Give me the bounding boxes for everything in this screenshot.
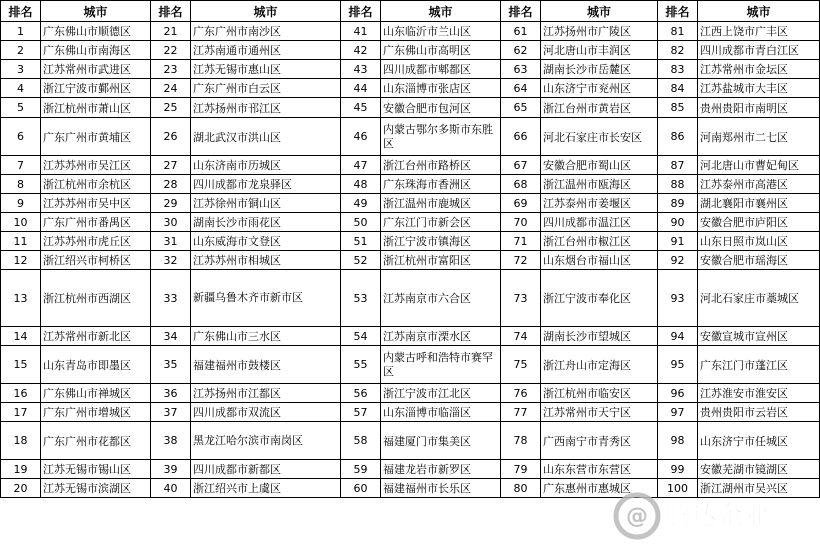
rank-header: 排名 <box>658 1 698 22</box>
city-header: 城市 <box>698 1 820 22</box>
rank-cell: 18 <box>1 422 41 460</box>
rank-cell: 56 <box>341 384 381 403</box>
rank-cell: 83 <box>658 60 698 79</box>
table-body <box>1 22 820 498</box>
city-cell: 福建福州市鼓楼区 <box>191 346 341 384</box>
city-cell: 安徽宣城市宣州区 <box>698 327 820 346</box>
city-cell: 江苏扬州市广陵区 <box>541 22 658 41</box>
rank-cell: 16 <box>1 384 41 403</box>
rank-cell: 49 <box>341 194 381 213</box>
rank-cell: 84 <box>658 79 698 98</box>
rank-cell: 20 <box>1 479 41 498</box>
rank-cell: 63 <box>501 60 541 79</box>
rank-cell: 15 <box>1 346 41 384</box>
rank-cell: 69 <box>501 194 541 213</box>
city-cell: 山东日照市岚山区 <box>698 232 820 251</box>
city-cell: 江西上饶市广丰区 <box>698 22 820 41</box>
rank-cell: 38 <box>151 422 191 460</box>
rank-cell: 3 <box>1 60 41 79</box>
rank-cell: 37 <box>151 403 191 422</box>
city-cell: 安徽芜湖市镜湖区 <box>698 460 820 479</box>
rank-cell: 70 <box>501 213 541 232</box>
city-cell: 四川成都市郫都区 <box>381 60 501 79</box>
city-cell: 江苏无锡市滨湖区 <box>41 479 151 498</box>
city-cell: 江苏泰州市姜堰区 <box>541 194 658 213</box>
rank-cell: 29 <box>151 194 191 213</box>
rank-cell: 4 <box>1 79 41 98</box>
rank-cell: 8 <box>1 175 41 194</box>
city-cell: 福建龙岩市新罗区 <box>381 460 501 479</box>
city-cell: 浙江宁波市镇海区 <box>381 232 501 251</box>
city-cell: 广东广州市南沙区 <box>191 22 341 41</box>
table-row <box>1 327 820 346</box>
city-cell: 浙江湖州市吴兴区 <box>698 479 820 498</box>
rank-cell: 43 <box>341 60 381 79</box>
city-cell: 湖北襄阳市襄州区 <box>698 194 820 213</box>
rank-cell: 87 <box>658 156 698 175</box>
city-cell: 江苏南通市通州区 <box>191 41 341 60</box>
rank-cell: 42 <box>341 41 381 60</box>
rank-cell: 21 <box>151 22 191 41</box>
rank-cell: 61 <box>501 22 541 41</box>
rank-cell: 5 <box>1 98 41 118</box>
city-cell: 湖北武汉市洪山区 <box>191 118 341 156</box>
city-cell: 江苏苏州市虎丘区 <box>41 232 151 251</box>
rank-header: 排名 <box>1 1 41 22</box>
rank-cell: 93 <box>658 270 698 327</box>
table-row <box>1 270 820 327</box>
table-row <box>1 251 820 270</box>
rank-cell: 22 <box>151 41 191 60</box>
rank-cell: 44 <box>341 79 381 98</box>
city-cell: 广东佛山市南海区 <box>41 41 151 60</box>
city-cell: 江苏无锡市锡山区 <box>41 460 151 479</box>
city-cell: 湖南长沙市岳麓区 <box>541 60 658 79</box>
city-cell: 江苏苏州市吴中区 <box>41 194 151 213</box>
rank-cell: 64 <box>501 79 541 98</box>
city-cell: 浙江舟山市定海区 <box>541 346 658 384</box>
rank-cell: 100 <box>658 479 698 498</box>
city-header: 城市 <box>41 1 151 22</box>
rank-cell: 80 <box>501 479 541 498</box>
city-cell: 广东广州市白云区 <box>191 79 341 98</box>
city-cell: 山东烟台市福山区 <box>541 251 658 270</box>
city-cell: 浙江杭州市富阳区 <box>381 251 501 270</box>
rank-cell: 73 <box>501 270 541 327</box>
city-header: 城市 <box>541 1 658 22</box>
city-cell: 江苏盐城市大丰区 <box>698 79 820 98</box>
rank-cell: 94 <box>658 327 698 346</box>
rank-header: 排名 <box>151 1 191 22</box>
table-row <box>1 22 820 41</box>
rank-cell: 25 <box>151 98 191 118</box>
city-cell: 黑龙江哈尔滨市南岗区 <box>191 422 341 460</box>
city-cell: 广西南宁市青秀区 <box>541 422 658 460</box>
city-cell: 浙江宁波市奉化区 <box>541 270 658 327</box>
city-cell: 浙江杭州市临安区 <box>541 384 658 403</box>
city-cell: 山东淄博市张店区 <box>381 79 501 98</box>
city-cell: 安徽合肥市瑶海区 <box>698 251 820 270</box>
city-cell: 浙江绍兴市柯桥区 <box>41 251 151 270</box>
rank-cell: 24 <box>151 79 191 98</box>
city-cell: 浙江宁波市鄞州区 <box>41 79 151 98</box>
table-row <box>1 479 820 498</box>
city-cell: 江苏徐州市铜山区 <box>191 194 341 213</box>
rank-cell: 62 <box>501 41 541 60</box>
rank-cell: 99 <box>658 460 698 479</box>
rank-cell: 78 <box>501 422 541 460</box>
rank-cell: 41 <box>341 22 381 41</box>
rank-cell: 97 <box>658 403 698 422</box>
table-row <box>1 175 820 194</box>
city-cell: 广东惠州市惠城区 <box>541 479 658 498</box>
rank-cell: 40 <box>151 479 191 498</box>
city-cell: 广东珠海市香洲区 <box>381 175 501 194</box>
city-cell: 贵州贵阳市南明区 <box>698 98 820 118</box>
rank-cell: 51 <box>341 232 381 251</box>
city-cell: 山东济南市历城区 <box>191 156 341 175</box>
rank-cell: 72 <box>501 251 541 270</box>
rank-cell: 89 <box>658 194 698 213</box>
city-cell: 江苏常州市武进区 <box>41 60 151 79</box>
table-row <box>1 98 820 118</box>
table-row <box>1 213 820 232</box>
rank-cell: 60 <box>341 479 381 498</box>
city-cell: 河南郑州市二七区 <box>698 118 820 156</box>
rank-cell: 65 <box>501 98 541 118</box>
rank-cell: 31 <box>151 232 191 251</box>
city-cell: 河北唐山市曹妃甸区 <box>698 156 820 175</box>
table-row <box>1 41 820 60</box>
city-cell: 河北唐山市丰润区 <box>541 41 658 60</box>
rank-cell: 90 <box>658 213 698 232</box>
city-cell: 江苏常州市天宁区 <box>541 403 658 422</box>
city-cell: 贵州贵阳市云岩区 <box>698 403 820 422</box>
city-cell: 四川成都市新都区 <box>191 460 341 479</box>
table-row <box>1 403 820 422</box>
city-cell: 浙江杭州市萧山区 <box>41 98 151 118</box>
rank-cell: 98 <box>658 422 698 460</box>
rank-cell: 66 <box>501 118 541 156</box>
rank-cell: 55 <box>341 346 381 384</box>
city-cell: 四川成都市龙泉驿区 <box>191 175 341 194</box>
rank-cell: 76 <box>501 384 541 403</box>
rank-cell: 39 <box>151 460 191 479</box>
watermark-text: 腾达企业 <box>665 501 770 531</box>
city-cell: 江苏苏州市相城区 <box>191 251 341 270</box>
city-cell: 湖南长沙市雨花区 <box>191 213 341 232</box>
city-cell: 山东济宁市兖州区 <box>541 79 658 98</box>
rank-cell: 92 <box>658 251 698 270</box>
rank-cell: 17 <box>1 403 41 422</box>
rank-cell: 88 <box>658 175 698 194</box>
city-cell: 新疆乌鲁木齐市新市区 <box>191 270 341 327</box>
rank-cell: 96 <box>658 384 698 403</box>
city-cell: 江苏泰州市高港区 <box>698 175 820 194</box>
city-cell: 浙江台州市椒江区 <box>541 232 658 251</box>
rank-cell: 14 <box>1 327 41 346</box>
rank-cell: 53 <box>341 270 381 327</box>
rank-cell: 67 <box>501 156 541 175</box>
rank-cell: 48 <box>341 175 381 194</box>
table-row <box>1 156 820 175</box>
rank-cell: 45 <box>341 98 381 118</box>
rank-cell: 82 <box>658 41 698 60</box>
city-cell: 广东广州市花都区 <box>41 422 151 460</box>
rank-cell: 7 <box>1 156 41 175</box>
rank-cell: 50 <box>341 213 381 232</box>
city-cell: 江苏扬州市邗江区 <box>191 98 341 118</box>
city-cell: 山东济宁市任城区 <box>698 422 820 460</box>
city-cell: 安徽合肥市包河区 <box>381 98 501 118</box>
rank-cell: 9 <box>1 194 41 213</box>
rank-cell: 34 <box>151 327 191 346</box>
city-cell: 江苏南京市六合区 <box>381 270 501 327</box>
city-cell: 湖南长沙市望城区 <box>541 327 658 346</box>
city-cell: 四川成都市双流区 <box>191 403 341 422</box>
rank-cell: 23 <box>151 60 191 79</box>
rank-cell: 71 <box>501 232 541 251</box>
city-cell: 山东青岛市即墨区 <box>41 346 151 384</box>
city-cell: 浙江台州市路桥区 <box>381 156 501 175</box>
city-cell: 广东江门市蓬江区 <box>698 346 820 384</box>
rank-cell: 19 <box>1 460 41 479</box>
table-row <box>1 460 820 479</box>
table-row <box>1 422 820 460</box>
rank-header: 排名 <box>341 1 381 22</box>
city-cell: 江苏南京市溧水区 <box>381 327 501 346</box>
table-row <box>1 384 820 403</box>
city-header: 城市 <box>191 1 341 22</box>
city-cell: 广东佛山市高明区 <box>381 41 501 60</box>
city-cell: 江苏苏州市吴江区 <box>41 156 151 175</box>
city-cell: 浙江台州市黄岩区 <box>541 98 658 118</box>
table-row <box>1 118 820 156</box>
rank-cell: 74 <box>501 327 541 346</box>
rank-cell: 59 <box>341 460 381 479</box>
rank-cell: 13 <box>1 270 41 327</box>
rank-header: 排名 <box>501 1 541 22</box>
city-cell: 浙江温州市瓯海区 <box>541 175 658 194</box>
rank-cell: 33 <box>151 270 191 327</box>
table-row <box>1 79 820 98</box>
city-cell: 广东广州市黄埔区 <box>41 118 151 156</box>
rank-cell: 52 <box>341 251 381 270</box>
city-cell: 山东威海市文登区 <box>191 232 341 251</box>
city-cell: 河北石家庄市藁城区 <box>698 270 820 327</box>
rank-cell: 10 <box>1 213 41 232</box>
city-cell: 安徽合肥市庐阳区 <box>698 213 820 232</box>
city-cell: 浙江杭州市西湖区 <box>41 270 151 327</box>
table-row <box>1 60 820 79</box>
rank-cell: 26 <box>151 118 191 156</box>
rank-cell: 12 <box>1 251 41 270</box>
rank-cell: 91 <box>658 232 698 251</box>
city-cell: 江苏常州市金坛区 <box>698 60 820 79</box>
city-header: 城市 <box>381 1 501 22</box>
city-cell: 江苏淮安市淮安区 <box>698 384 820 403</box>
rank-cell: 32 <box>151 251 191 270</box>
rank-cell: 46 <box>341 118 381 156</box>
rank-cell: 68 <box>501 175 541 194</box>
rank-cell: 54 <box>341 327 381 346</box>
city-cell: 江苏常州市新北区 <box>41 327 151 346</box>
city-cell: 山东东营市东营区 <box>541 460 658 479</box>
rank-cell: 77 <box>501 403 541 422</box>
city-cell: 浙江杭州市余杭区 <box>41 175 151 194</box>
city-cell: 江苏扬州市江都区 <box>191 384 341 403</box>
city-cell: 广东佛山市顺德区 <box>41 22 151 41</box>
city-cell: 内蒙古呼和浩特市赛罕区 <box>381 346 501 384</box>
table-row <box>1 232 820 251</box>
city-cell: 浙江温州市鹿城区 <box>381 194 501 213</box>
rank-cell: 86 <box>658 118 698 156</box>
rank-cell: 36 <box>151 384 191 403</box>
table-row <box>1 194 820 213</box>
city-cell: 福建福州市长乐区 <box>381 479 501 498</box>
city-cell: 四川成都市温江区 <box>541 213 658 232</box>
rank-cell: 57 <box>341 403 381 422</box>
city-cell: 内蒙古鄂尔多斯市东胜区 <box>381 118 501 156</box>
rank-cell: 79 <box>501 460 541 479</box>
city-cell: 广东佛山市禅城区 <box>41 384 151 403</box>
table-row <box>1 346 820 384</box>
rank-cell: 2 <box>1 41 41 60</box>
header-row <box>1 1 820 22</box>
rank-cell: 75 <box>501 346 541 384</box>
rank-cell: 95 <box>658 346 698 384</box>
rank-cell: 28 <box>151 175 191 194</box>
city-cell: 安徽合肥市蜀山区 <box>541 156 658 175</box>
svg-text:@: @ <box>626 504 648 529</box>
city-cell: 浙江绍兴市上虞区 <box>191 479 341 498</box>
rank-cell: 11 <box>1 232 41 251</box>
city-cell: 山东淄博市临淄区 <box>381 403 501 422</box>
rank-cell: 47 <box>341 156 381 175</box>
city-cell: 广东江门市新会区 <box>381 213 501 232</box>
city-cell: 江苏无锡市惠山区 <box>191 60 341 79</box>
rank-cell: 85 <box>658 98 698 118</box>
city-cell: 山东临沂市兰山区 <box>381 22 501 41</box>
rank-cell: 30 <box>151 213 191 232</box>
rank-cell: 81 <box>658 22 698 41</box>
city-cell: 四川成都市青白江区 <box>698 41 820 60</box>
rank-cell: 27 <box>151 156 191 175</box>
city-cell: 福建厦门市集美区 <box>381 422 501 460</box>
city-cell: 广东佛山市三水区 <box>191 327 341 346</box>
city-cell: 浙江宁波市江北区 <box>381 384 501 403</box>
rank-cell: 58 <box>341 422 381 460</box>
rank-cell: 35 <box>151 346 191 384</box>
city-cell: 广东广州市增城区 <box>41 403 151 422</box>
rank-cell: 6 <box>1 118 41 156</box>
city-cell: 广东广州市番禺区 <box>41 213 151 232</box>
city-cell: 河北石家庄市长安区 <box>541 118 658 156</box>
rank-cell: 1 <box>1 22 41 41</box>
